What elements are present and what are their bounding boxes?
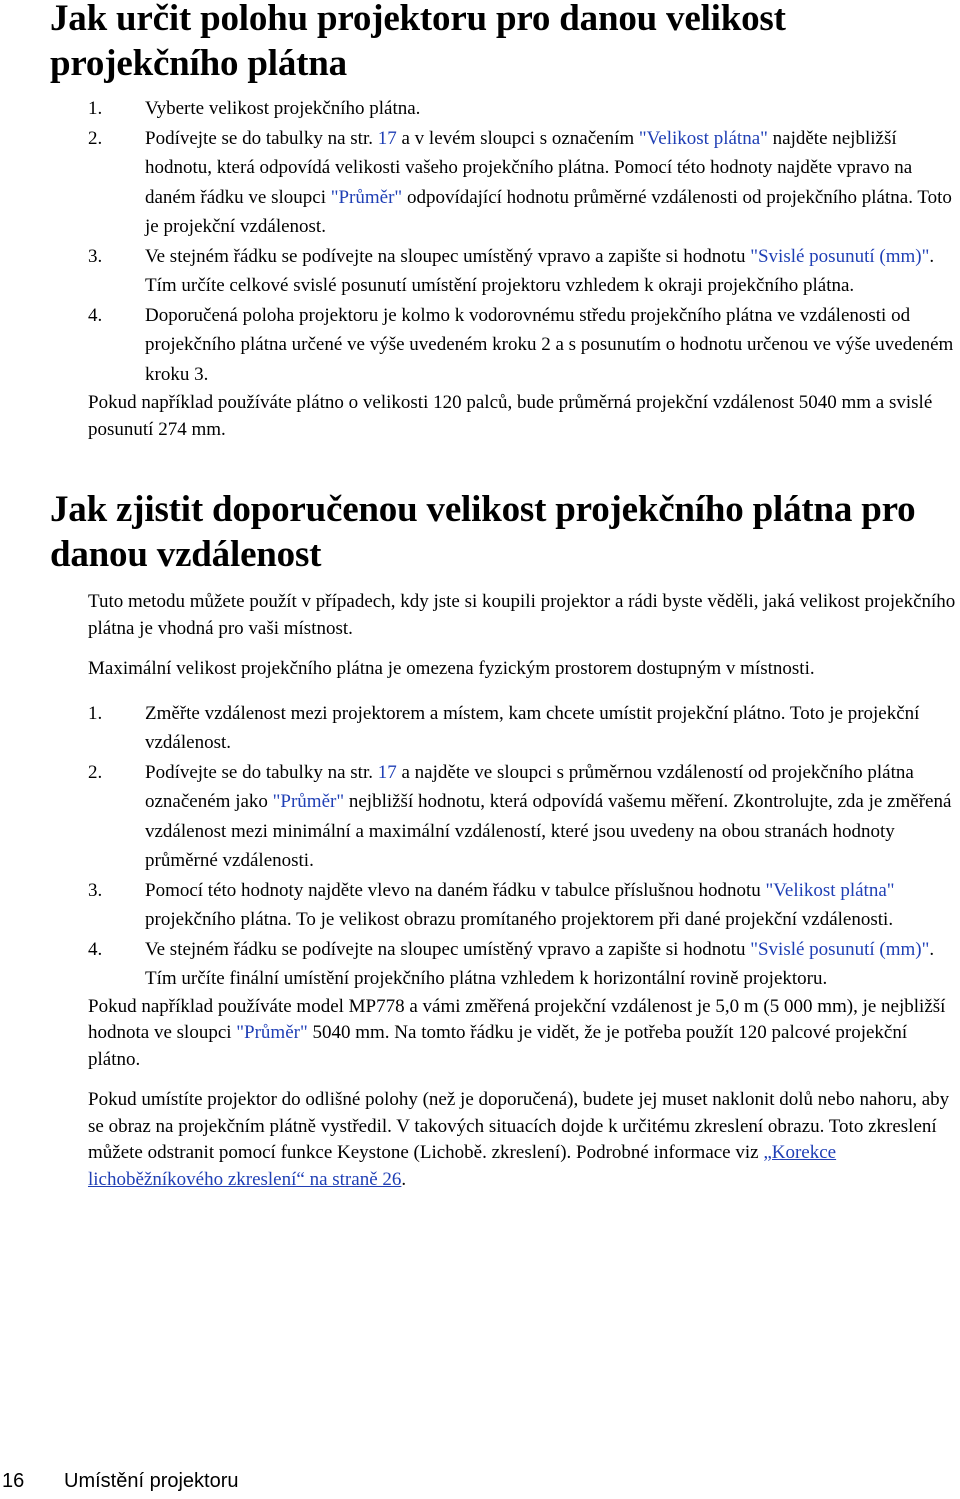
step-number: 2.	[88, 761, 103, 783]
section1-step-4	[88, 301, 958, 390]
section2-step-3	[88, 876, 958, 935]
step-number: 4.	[88, 304, 103, 326]
step-text: a najděte ve sloupci s průměrnou vzdáleností od projekčního plátna označeném jako	[145, 761, 914, 812]
section1-step-1	[88, 94, 958, 124]
step-number: 1.	[88, 98, 103, 119]
section2-heading: Jak zjistit doporučenou velikost projekčního plátna pro danou vzdálenost	[50, 489, 916, 575]
section1-step-3	[88, 242, 958, 301]
step-number: 3.	[88, 245, 103, 267]
term-svisle-posunuti: "Svislé posunutí (mm)"	[750, 245, 930, 267]
step-text: Vyberte velikost projekčního plátna.	[145, 98, 421, 119]
section2-intro-1: Tuto metodu můžete použít v případech, kdy jste si koupili projektor a rádi byste věděli, jaká velikost projekčního plátna je vhodná pro vaši místnost.	[88, 591, 956, 639]
step-number: 4.	[88, 938, 103, 960]
term-velikost-platna: "Velikost plátna"	[638, 127, 768, 149]
section1-example: Pokud například používáte plátno o velikosti 120 palců, bude průměrná projekční vzdálenost 5040 mm a svislé posunutí 274 mm.	[88, 392, 933, 440]
step-text: odpovídající hodnotu průměrné vzdálenosti od projekčního plátna. Toto je projekční vzdálenost.	[145, 186, 952, 237]
step-text: . Tím určíte celkové svislé posunutí umístění projektoru vzhledem k okraji projekčního plátna.	[145, 245, 935, 296]
term-prumer: "Průměr"	[272, 791, 345, 812]
page-number: 16	[2, 1470, 25, 1492]
step-text: Ve stejném řádku se podívejte na sloupec umístěný vpravo a zapište si hodnotu	[145, 245, 751, 267]
term-velikost-platna: "Velikost plátna"	[765, 879, 895, 901]
step-text: Podívejte se do tabulky na str.	[145, 127, 378, 149]
section1-heading: Jak určit polohu projektoru pro danou velikost projekčního plátna	[50, 0, 786, 84]
step-text: Podívejte se do tabulky na str.	[145, 761, 378, 783]
term-prumer: "Průměr"	[236, 1022, 308, 1043]
step-text: najděte nejbližší hodnotu, která odpovídá velikosti vašeho projekčního plátna. Pomocí této hodnoty najděte vpravo na daném řádku ve sloupci	[145, 127, 913, 208]
section2-steps	[88, 699, 958, 994]
step-text: nejbližší hodnotu, která odpovídá vašemu měření. Zkontrolujte, zda je změřená vzdálenost mezi minimální a maximální vzdáleností, které jsou uvedeny na obou stranách hodnoty průměrné vzdálenosti.	[145, 791, 952, 871]
section2-body	[88, 589, 958, 1193]
term-svisle-posunuti: "Svislé posunutí (mm)"	[750, 938, 930, 960]
section2-note	[88, 1087, 958, 1193]
example-text: 5040 mm. Na tomto řádku je vidět, že je potřeba použít 120 palcové projekční plátno.	[88, 1022, 908, 1070]
footer-section-title: Umístění projektoru	[64, 1470, 239, 1492]
step-number: 3.	[88, 879, 103, 901]
section1-body	[88, 94, 958, 443]
section1-step-2	[88, 124, 958, 242]
section2-example	[88, 994, 958, 1074]
page-link-17[interactable]: 17	[377, 127, 397, 149]
keystone-link[interactable]: „Korekce lichoběžníkového zkreslení“ na straně 26	[88, 1142, 837, 1190]
note-text: .	[401, 1168, 407, 1190]
section2-step-2	[88, 758, 958, 876]
step-number: 1.	[88, 702, 103, 724]
example-text: Pokud například používáte model MP778 a vámi změřená projekční vzdálenost je 5,0 m (5 000 mm), je nejbližší hodnota ve sloupci	[88, 995, 946, 1043]
step-text: a v levém sloupci s označením	[396, 127, 639, 149]
step-text: Pomocí této hodnoty najděte vlevo na daném řádku v tabulce příslušnou hodnotu	[145, 879, 766, 901]
section2-step-4	[88, 935, 958, 994]
step-text: . Tím určíte finální umístění projekčního plátna vzhledem k horizontální rovině projektoru.	[145, 938, 935, 989]
section1-steps	[88, 94, 958, 389]
step-text: projekčního plátna. To je velikost obrazu promítaného projektorem při dané projekční vzdálenosti.	[145, 909, 894, 930]
section2-step-1	[88, 699, 958, 758]
step-text: Doporučená poloha projektoru je kolmo k vodorovnému středu projekčního plátna ve vzdálenosti od projekčního plátna určené ve výše uvedeném kroku 2 a s posunutím o hodnotu určenou ve výše uvedeném kroku 3.	[145, 304, 954, 385]
term-prumer: "Průměr"	[330, 186, 403, 208]
step-text: Změřte vzdálenost mezi projektorem a místem, kam chcete umístit projekční plátno. Toto je projekční vzdálenost.	[145, 702, 920, 753]
section2-intro-2: Maximální velikost projekčního plátna je omezena fyzickým prostorem dostupným v místnosti.	[88, 658, 815, 679]
step-number: 2.	[88, 127, 103, 149]
page-link-17[interactable]: 17	[377, 761, 397, 783]
note-text: Pokud umístíte projektor do odlišné polohy (než je doporučená), budete jej muset naklonit dolů nebo nahoru, aby se obraz na projekčním plátně vystředil. V takových situacích dojde k určitému zkreslení obrazu. Toto zkreslení můžete odstranit pomocí funkce Keystone (Lichobě. zkreslení). Podrobné informace viz	[88, 1089, 950, 1163]
step-text: Ve stejném řádku se podívejte na sloupec umístěný vpravo a zapište si hodnotu	[145, 938, 751, 960]
